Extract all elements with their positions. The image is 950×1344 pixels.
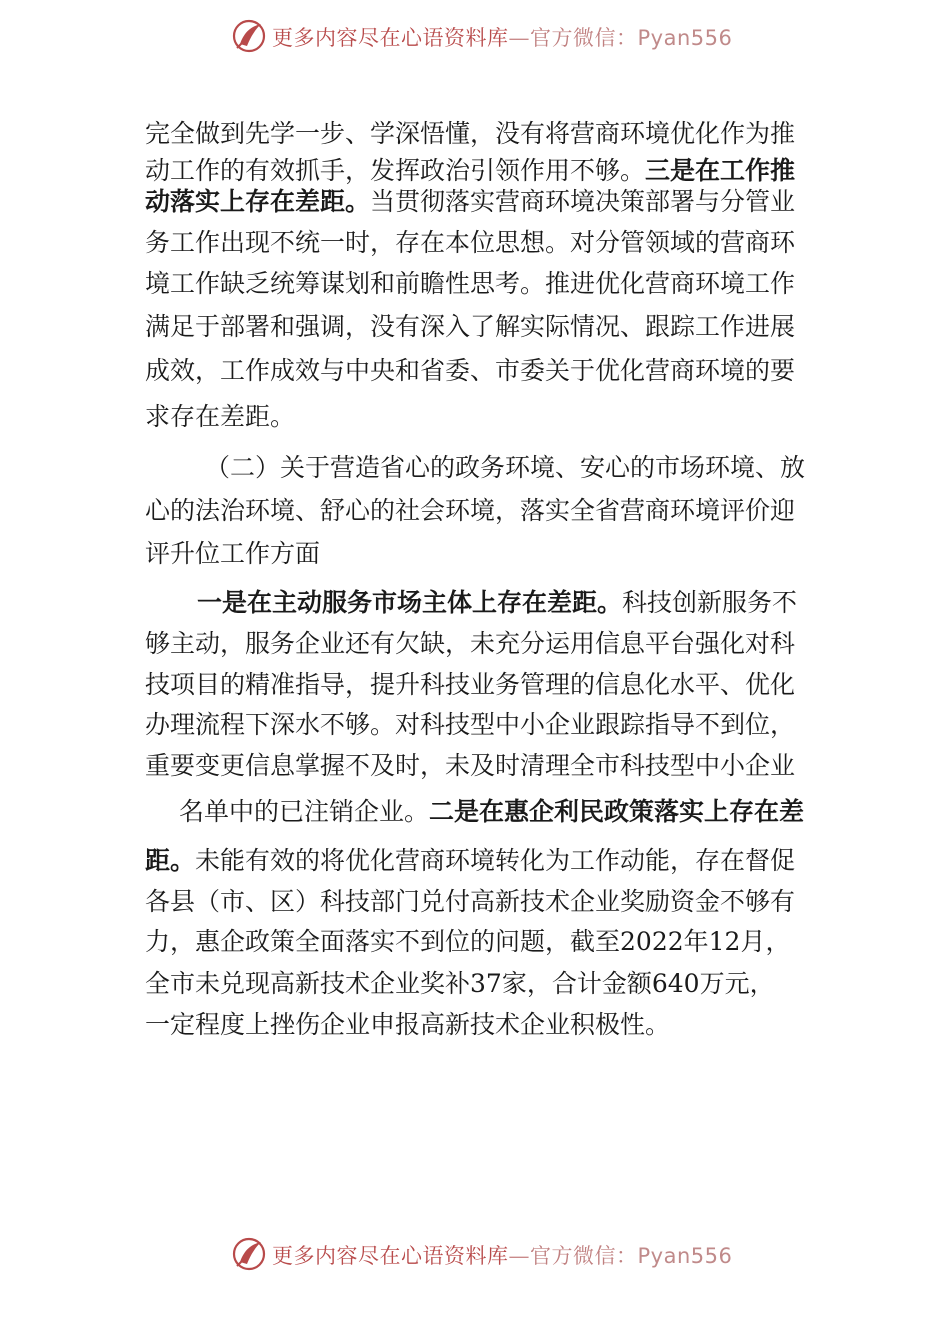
text-run: 月， bbox=[740, 927, 791, 956]
header-brand: 更多内容尽在心语资料库 bbox=[272, 26, 509, 50]
p2-line-1 bbox=[205, 451, 805, 486]
footer-watermark bbox=[0, 1234, 950, 1274]
text-run: （二）关于营造省心的政务环境、安心的市场环境、放 bbox=[205, 453, 806, 482]
number-run: 2022 bbox=[620, 927, 684, 956]
p1-line-5 bbox=[145, 267, 795, 302]
footer-separator: — bbox=[508, 1244, 530, 1268]
text-run: 推进优化营商环境工作 bbox=[545, 269, 796, 298]
text-run: 完全做到先学一步、学深悟懂， bbox=[145, 119, 496, 148]
text-run: 评升位工作方面 bbox=[145, 539, 321, 568]
p1-line-4 bbox=[145, 226, 795, 261]
text-run: 名单中的已注销企业。 bbox=[179, 797, 430, 826]
p3-line-1 bbox=[197, 586, 797, 621]
p1-line-3 bbox=[145, 185, 795, 220]
text-run: 求存在差距。 bbox=[145, 402, 296, 431]
bold-text-run: 动落实上存在差距。 bbox=[145, 187, 371, 216]
p3-line-9 bbox=[145, 925, 790, 960]
footer-wechat-account: Pyan556 bbox=[637, 1244, 733, 1268]
text-run: 务工作出现不统一时，存在本位思想。对分管领域的营商环 bbox=[145, 228, 796, 257]
text-run: 成效，工作成效与中央和省委、市委关于优化营商环境的要 bbox=[145, 356, 796, 385]
number-run: 37 bbox=[470, 969, 502, 998]
brand-logo-icon bbox=[231, 18, 267, 54]
p1-line-2 bbox=[145, 154, 795, 189]
text-run: 年 bbox=[683, 927, 709, 956]
text-run: 技项目的精准指导，提升科技业务管理的信息化水平、优化 bbox=[145, 670, 796, 699]
header-wechat-label: 官方微信： bbox=[530, 26, 638, 50]
p3-line-10 bbox=[145, 967, 775, 1002]
p1-line-6 bbox=[145, 310, 795, 345]
text-run: 万元， bbox=[699, 969, 775, 998]
header-wechat-account: Pyan556 bbox=[637, 26, 733, 50]
header-banner-text bbox=[272, 22, 732, 52]
bold-text-run: 二是在惠企利民政策落实上存在差 bbox=[429, 797, 805, 826]
bold-text-run: 距。 bbox=[145, 846, 196, 875]
p1-line-8 bbox=[145, 400, 295, 435]
text-run: 办理流程下深水不够。对科技型中小企业跟踪指导不到位， bbox=[145, 710, 796, 739]
p3-line-6 bbox=[179, 795, 804, 830]
p1-line-7 bbox=[145, 354, 795, 389]
text-run: 够主动，服务企业还有欠缺，未充分运用信息平台强化对科 bbox=[145, 629, 796, 658]
footer-wechat-label: 官方微信： bbox=[530, 1244, 638, 1268]
text-run: 境工作缺乏统筹谋划和前瞻性思考。 bbox=[145, 269, 546, 298]
text-run: 力，惠企政策全面落实不到位的问题，截至 bbox=[145, 927, 621, 956]
p2-line-2 bbox=[145, 494, 795, 529]
header-watermark bbox=[0, 16, 950, 56]
text-run: 满足于部署和强调，没有 bbox=[145, 312, 421, 341]
text-run: 家，合计金额 bbox=[501, 969, 652, 998]
p1-line-1 bbox=[145, 117, 795, 152]
text-run: 深入了解实际情况、跟踪工作进展 bbox=[420, 312, 796, 341]
p3-line-3 bbox=[145, 668, 795, 703]
text-run: 心的法治环境、舒心的社会环境，落实全省营商环境评价迎 bbox=[145, 496, 796, 525]
text-run: 科技创新服务不 bbox=[622, 588, 798, 617]
number-run: 12 bbox=[708, 927, 741, 956]
text-run: 当贯彻落实营商环境决策部署与分管业 bbox=[370, 187, 796, 216]
footer-banner-text bbox=[272, 1240, 732, 1270]
text-run: 动工作的有效抓手，发挥政治引领作用不够。 bbox=[145, 156, 646, 185]
header-separator: — bbox=[508, 26, 530, 50]
text-run: 一定程度上挫伤企业申报高新技术企业积极性。 bbox=[145, 1010, 671, 1039]
p2-line-3 bbox=[145, 537, 320, 572]
text-run: 未能有效的将优化营商环境转化为工作动能，存在督促 bbox=[195, 846, 796, 875]
p3-line-7 bbox=[145, 844, 795, 879]
p3-line-8 bbox=[145, 885, 795, 920]
bold-text-run: 一是在主动服务市场主体上存在差距。 bbox=[197, 588, 623, 617]
text-run: 各县（市、区）科技部门兑付高新技术企业奖励资金不够有 bbox=[145, 887, 796, 916]
brand-logo-icon bbox=[231, 1236, 267, 1272]
bold-text-run: 三是在工作推 bbox=[645, 156, 796, 185]
p3-line-4 bbox=[145, 708, 795, 743]
footer-brand: 更多内容尽在心语资料库 bbox=[272, 1244, 509, 1268]
p3-line-5 bbox=[145, 749, 795, 784]
number-run: 640 bbox=[651, 969, 700, 998]
p3-line-2 bbox=[145, 627, 795, 662]
text-run: 全市未兑现高新技术企业奖补 bbox=[145, 969, 471, 998]
text-run: 没有将营商环境优化作为推 bbox=[495, 119, 796, 148]
text-run: 重要变更信息掌握不及时，未及时清理全市科技型中小企业 bbox=[145, 751, 796, 780]
p3-line-11 bbox=[145, 1008, 670, 1043]
